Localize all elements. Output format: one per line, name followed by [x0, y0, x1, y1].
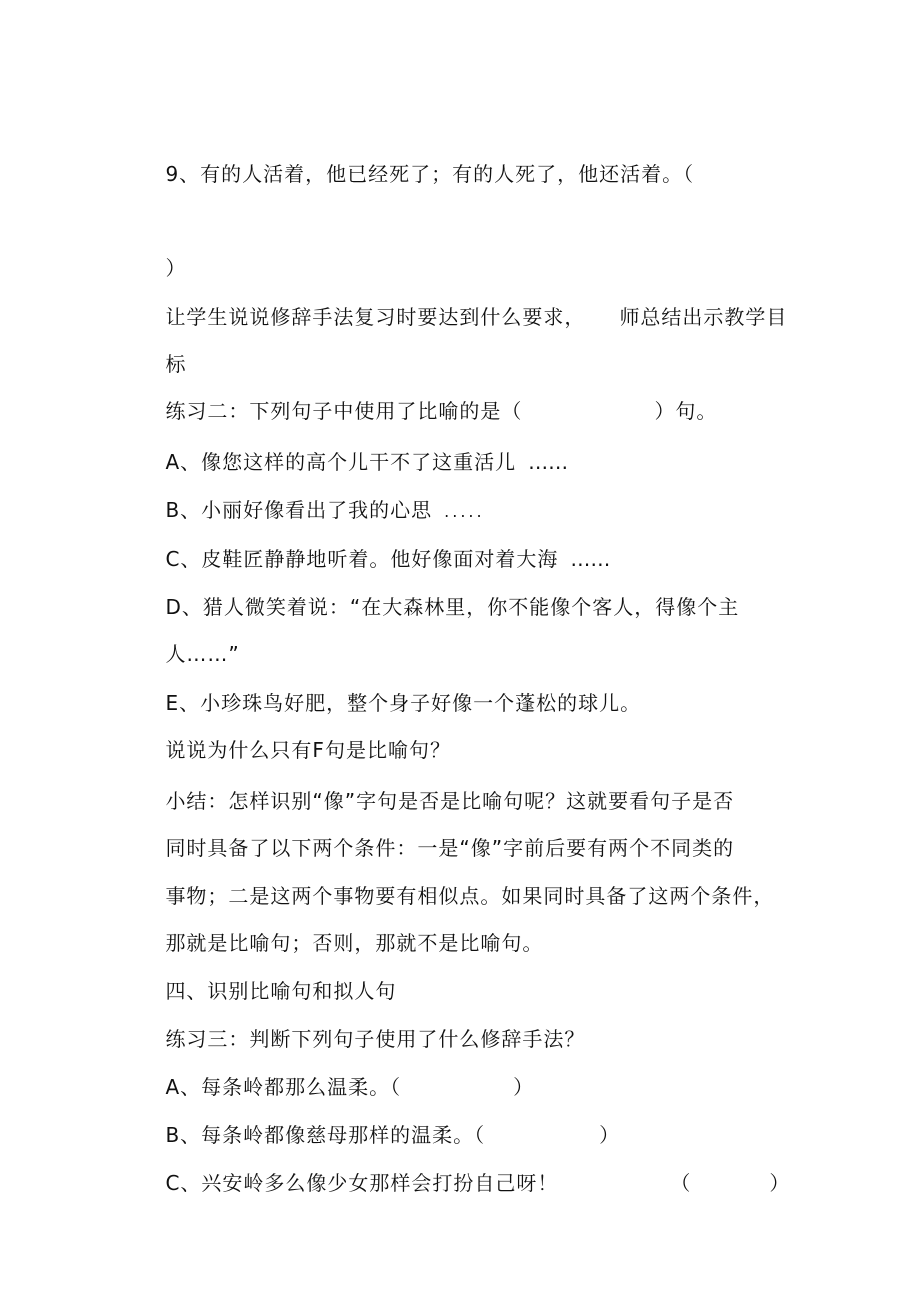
exercise-3-c-close: ） — [769, 1171, 791, 1195]
why-question-text: 说说为什么只有F句是比喻句？ — [165, 738, 451, 762]
requirement-line — [136, 275, 787, 359]
exercise-3-b-text: B、每条岭都像慈母那样的温柔。（ — [165, 1123, 486, 1147]
exercise-3-a-close: ） — [513, 1075, 535, 1099]
exercise-2-title: 练习二：下列句子中使用了比喻的是（ — [165, 399, 523, 423]
option-d-text-1: D、猎人微笑着说：“在大森林里，你不能像个客人，得像个主 — [165, 595, 740, 619]
exercise-3-c-line — [136, 1141, 790, 1225]
summary-text-1: 小结：怎样识别“像”字句是否是比喻句呢？这就要看句子是否 — [165, 789, 735, 813]
summary-text-2: 同时具备了以下两个条件：一是“像”字前后要有两个不同类的 — [165, 836, 735, 860]
option-d-text-2: 人……” — [165, 642, 240, 666]
exercise-2-title-end: ）句。 — [654, 399, 718, 423]
option-a-text: A、像您这样的高个儿干不了这重活儿 — [165, 450, 517, 474]
option-a-ellipsis: …… — [528, 450, 569, 474]
summary-text-4: 那就是比喻句；否则，那就不是比喻句。 — [165, 931, 544, 955]
exercise-3-c-open: （ — [670, 1171, 692, 1195]
requirement-text-a: 让学生说说修辞手法复习时要达到什么要求， — [165, 305, 586, 329]
exercise-3-b-close: ） — [599, 1123, 621, 1147]
option-b-dots: ..... — [444, 502, 485, 521]
exercise-3-c-text: C、兴安岭多么像少女那样会打扮自己呀！ — [165, 1171, 559, 1195]
section-4-heading: 四、识别比喻句和拟人句 — [165, 979, 397, 1003]
summary-text-3: 事物；二是这两个事物要有相似点。如果同时具备了这两个条件， — [165, 884, 775, 908]
requirement-text-b: 师总结出示教学目 — [619, 305, 788, 329]
option-b-text: B、小丽好像看出了我的心思 — [165, 498, 433, 522]
option-c-ellipsis: …… — [570, 547, 611, 571]
exercise-3-a-text: A、每条岭都那么温柔。（ — [165, 1075, 402, 1099]
requirement-text-c: 标 — [165, 352, 187, 376]
question-9-text: 9、有的人活着，他已经死了；有的人死了，他还活着。（ — [165, 162, 695, 186]
option-c-text: C、皮鞋匠静静地听着。他好像面对着大海 — [165, 547, 559, 571]
exercise-3-title: 练习三：判断下列句子使用了什么修辞手法？ — [165, 1027, 586, 1051]
question-9-close-paren: ） — [165, 256, 187, 280]
option-e-text: E、小珍珠鸟好肥，整个身子好像一个蓬松的球儿。 — [165, 691, 642, 715]
question-9-line — [136, 132, 694, 216]
